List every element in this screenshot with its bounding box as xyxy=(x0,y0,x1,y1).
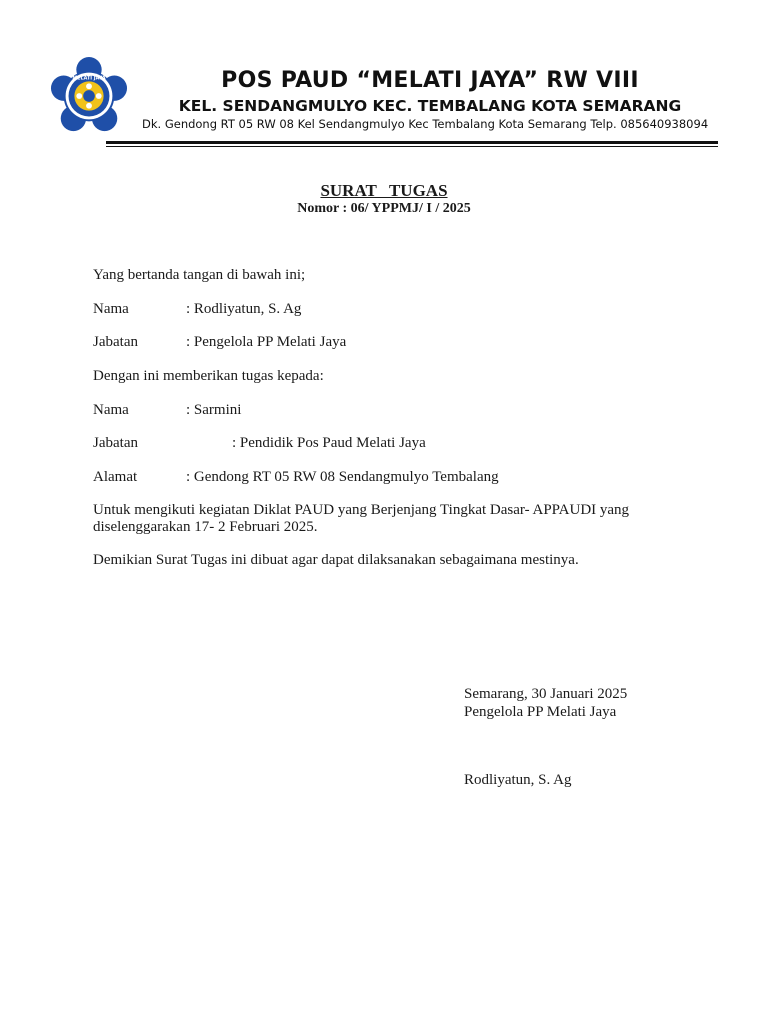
letterhead-divider-thick xyxy=(106,141,718,144)
document-title: SURAT TUGAS xyxy=(320,181,448,200)
intro-text: Yang bertanda tangan di bawah ini; xyxy=(93,267,306,283)
assignee-address-value: : Gendong RT 05 RW 08 Sendangmulyo Tembalang xyxy=(186,469,499,485)
purpose-paragraph: Untuk mengikuti kegiatan Diklat PAUD yang Berjenjang Tingkat Dasar- APPAUDI yang diselenggarakan 17- 2 Februari 2025. xyxy=(93,502,630,535)
closing-text: Demikian Surat Tugas ini dibuat agar dapat dilaksanakan sebagaimana mestinya. xyxy=(93,552,579,568)
school-logo xyxy=(50,57,128,135)
assignee-position-value: : Pendidik Pos Paud Melati Jaya xyxy=(232,435,426,451)
org-address: Dk. Gendong RT 05 RW 08 Kel Sendangmulyo Kec Tembalang Kota Semarang Telp. 085640938094 xyxy=(142,117,709,131)
signature-name: Rodliyatun, S. Ag xyxy=(464,772,572,788)
signer-name-label: Nama xyxy=(93,301,129,317)
signer-position-label: Jabatan xyxy=(93,334,138,350)
assignee-name-value: : Sarmini xyxy=(186,402,242,418)
assignee-name-label: Nama xyxy=(93,402,129,418)
signer-position-value: : Pengelola PP Melati Jaya xyxy=(186,334,347,350)
document-number: Nomor : 06/ YPPMJ/ I / 2025 xyxy=(297,201,471,216)
org-area: KEL. SENDANGMULYO KEC. TEMBALANG KOTA SEMARANG xyxy=(178,97,682,115)
assignee-position-label: Jabatan xyxy=(93,435,138,451)
assign-intro-text: Dengan ini memberikan tugas kepada: xyxy=(93,368,324,384)
logo-text: MELATI JAYA xyxy=(72,75,106,82)
signer-name-value: : Rodliyatun, S. Ag xyxy=(186,301,302,317)
letterhead-divider-thin xyxy=(106,146,718,147)
org-name: POS PAUD “MELATI JAYA” RW VIII xyxy=(221,68,639,93)
signature-position: Pengelola PP Melati Jaya xyxy=(464,704,617,720)
signature-place-date: Semarang, 30 Januari 2025 xyxy=(464,686,628,702)
assignee-address-label: Alamat xyxy=(93,469,138,485)
